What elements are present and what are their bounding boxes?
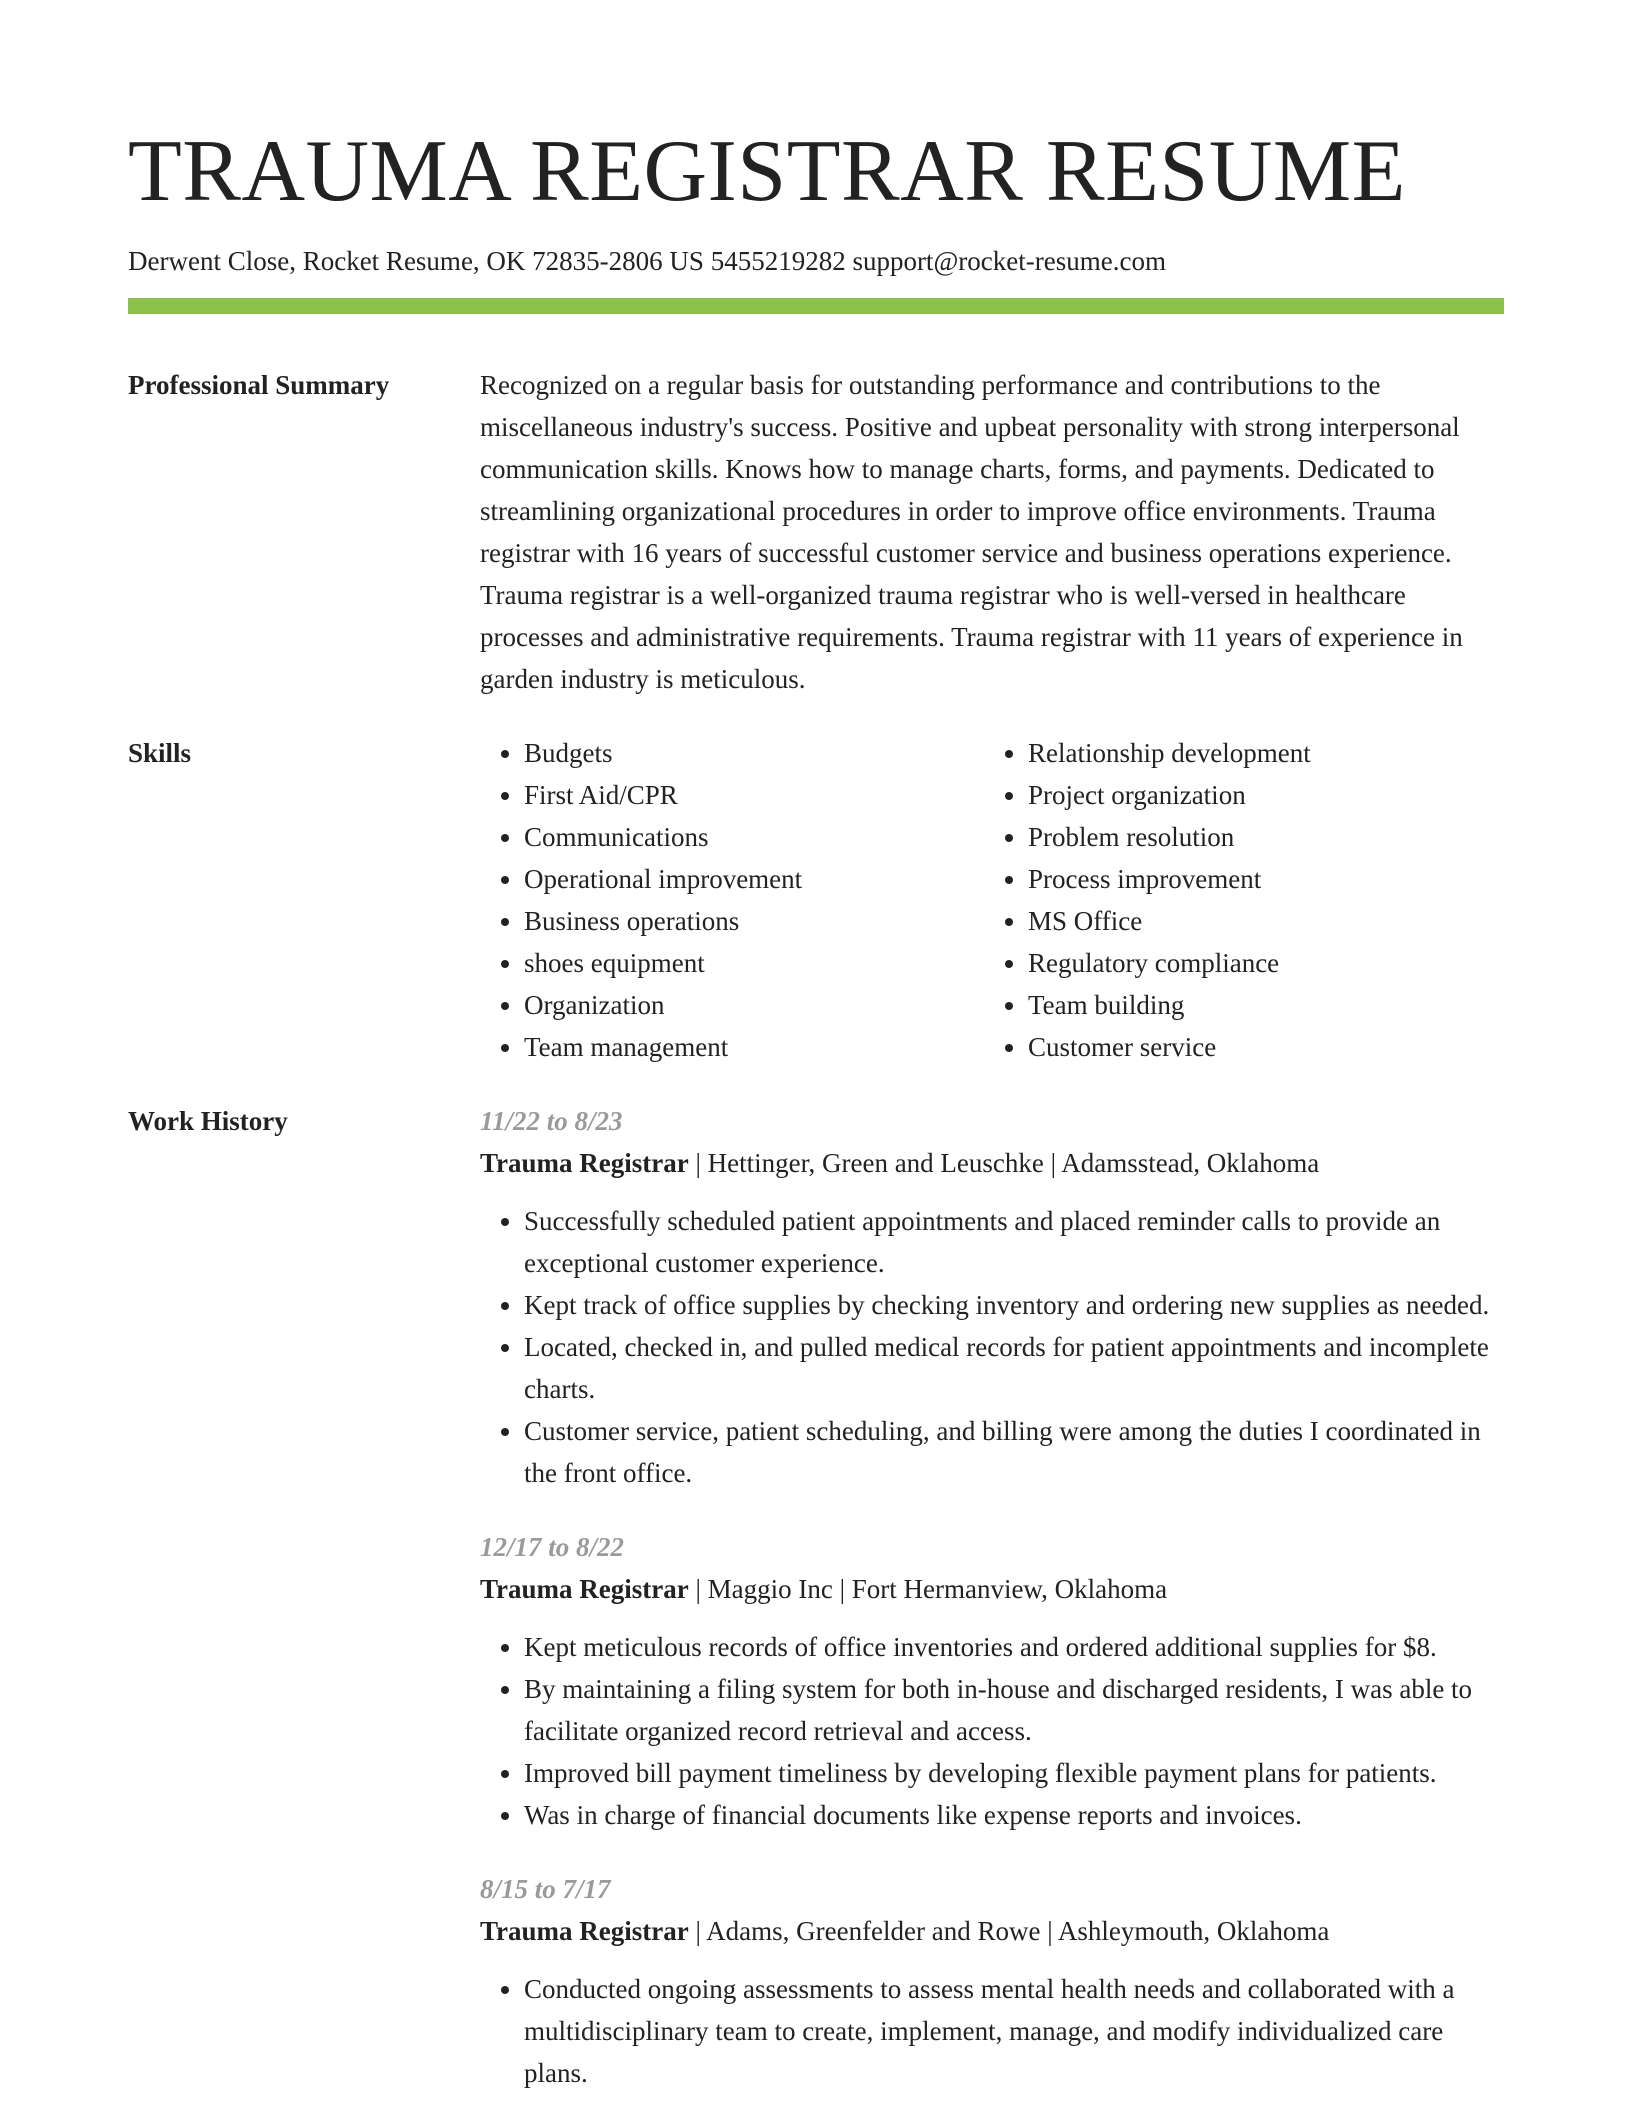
- skill-item: • Team management: [524, 1026, 984, 1068]
- job-bullet: • Kept track of office supplies by checking inventory and ordering new supplies as needed.: [524, 1284, 1504, 1326]
- summary-body: [480, 364, 1504, 700]
- job-heading: [480, 1568, 1504, 1610]
- skill-item: • First Aid/CPR: [524, 774, 984, 816]
- job-heading: [480, 1142, 1504, 1184]
- work-history-label: Work History: [128, 1106, 288, 1136]
- skills-list-right: [984, 732, 1488, 1068]
- job-bullet: • Successfully scheduled patient appointments and placed reminder calls to provide an exceptional customer experience.: [524, 1200, 1504, 1284]
- skill-item: • Regulatory compliance: [1028, 942, 1488, 984]
- contact-line: [128, 244, 1504, 278]
- contact-phone: 5455219282: [710, 246, 846, 276]
- job-dates: 8/15 to 7/17: [480, 1874, 611, 1904]
- job-heading: [480, 1910, 1504, 1952]
- job-entry: [480, 1868, 1504, 2094]
- job-bullets: [480, 1200, 1504, 1494]
- skill-item: • MS Office: [1028, 900, 1488, 942]
- skill-item: • Relationship development: [1028, 732, 1488, 774]
- resume-page: [128, 0, 1504, 2094]
- skills-body: [480, 732, 1504, 1068]
- job-bullet: • Kept meticulous records of office inventories and ordered additional supplies for $8.: [524, 1626, 1504, 1668]
- job-details: | Maggio Inc | Fort Hermanview, Oklahoma: [688, 1574, 1168, 1604]
- skills-section: [128, 732, 1504, 1068]
- job-bullet: • Located, checked in, and pulled medical records for patient appointments and incomplete charts.: [524, 1326, 1504, 1410]
- skill-item: • Process improvement: [1028, 858, 1488, 900]
- job-bullet: • Was in charge of financial documents like expense reports and invoices.: [524, 1794, 1504, 1836]
- job-bullet: • Customer service, patient scheduling, and billing were among the duties I coordinated in the front office.: [524, 1410, 1504, 1494]
- work-history-section: [128, 1100, 1504, 2094]
- job-dates: 12/17 to 8/22: [480, 1532, 625, 1562]
- summary-text: Recognized on a regular basis for outstanding performance and contributions to the miscellaneous industry's success. Positive and upbeat personality with strong interpersonal communication skills. Knows how to manage charts, forms, and payments. Dedicated to streamlining organizational procedures in order to improve office environments. Trauma registrar with 16 years of successful customer service and business operations experience. Trauma registrar is a well-organized trauma registrar who is well-versed in healthcare processes and administrative requirements. Trauma registrar with 11 years of experience in garden industry is meticulous.: [480, 370, 1463, 694]
- skill-item: • Operational improvement: [524, 858, 984, 900]
- job-entry: [480, 1526, 1504, 1836]
- skill-item: • Problem resolution: [1028, 816, 1488, 858]
- skill-item: • Project organization: [1028, 774, 1488, 816]
- work-history-body: [480, 1100, 1504, 2094]
- skill-item: • Budgets: [524, 732, 984, 774]
- job-details: | Adams, Greenfelder and Rowe | Ashleymouth, Oklahoma: [688, 1916, 1330, 1946]
- header-divider: [128, 298, 1504, 314]
- job-bullet: • Improved bill payment timeliness by developing flexible payment plans for patients.: [524, 1752, 1504, 1794]
- skill-item: • Business operations: [524, 900, 984, 942]
- skills-label: Skills: [128, 738, 192, 768]
- job-title: Trauma Registrar: [480, 1148, 689, 1178]
- job-bullet: • By maintaining a filing system for both in-house and discharged residents, I was able to facilitate organized record retrieval and access.: [524, 1668, 1504, 1752]
- skill-item: • Team building: [1028, 984, 1488, 1026]
- skill-item: • Customer service: [1028, 1026, 1488, 1068]
- job-dates: 11/22 to 8/23: [480, 1106, 623, 1136]
- skills-list-left: [480, 732, 984, 1068]
- job-title: Trauma Registrar: [480, 1574, 689, 1604]
- job-bullets: [480, 1626, 1504, 1836]
- resume-title: TRAUMA REGISTRAR RESUME: [128, 123, 1406, 220]
- job-entry: [480, 1100, 1504, 1494]
- skill-item: • Communications: [524, 816, 984, 858]
- job-bullet: • Conducted ongoing assessments to assess mental health needs and collaborated with a multidisciplinary team to create, implement, manage, and modify individualized care plans.: [524, 1968, 1504, 2094]
- job-title: Trauma Registrar: [480, 1916, 689, 1946]
- skill-item: • shoes equipment: [524, 942, 984, 984]
- contact-address: Derwent Close, Rocket Resume, OK 72835-2806 US: [128, 246, 704, 276]
- skill-item: • Organization: [524, 984, 984, 1026]
- job-bullets: [480, 1968, 1504, 2094]
- job-details: | Hettinger, Green and Leuschke | Adamsstead, Oklahoma: [688, 1148, 1320, 1178]
- summary-section: [128, 364, 1504, 700]
- summary-label: Professional Summary: [128, 370, 390, 400]
- contact-email: support@rocket-resume.com: [852, 246, 1166, 276]
